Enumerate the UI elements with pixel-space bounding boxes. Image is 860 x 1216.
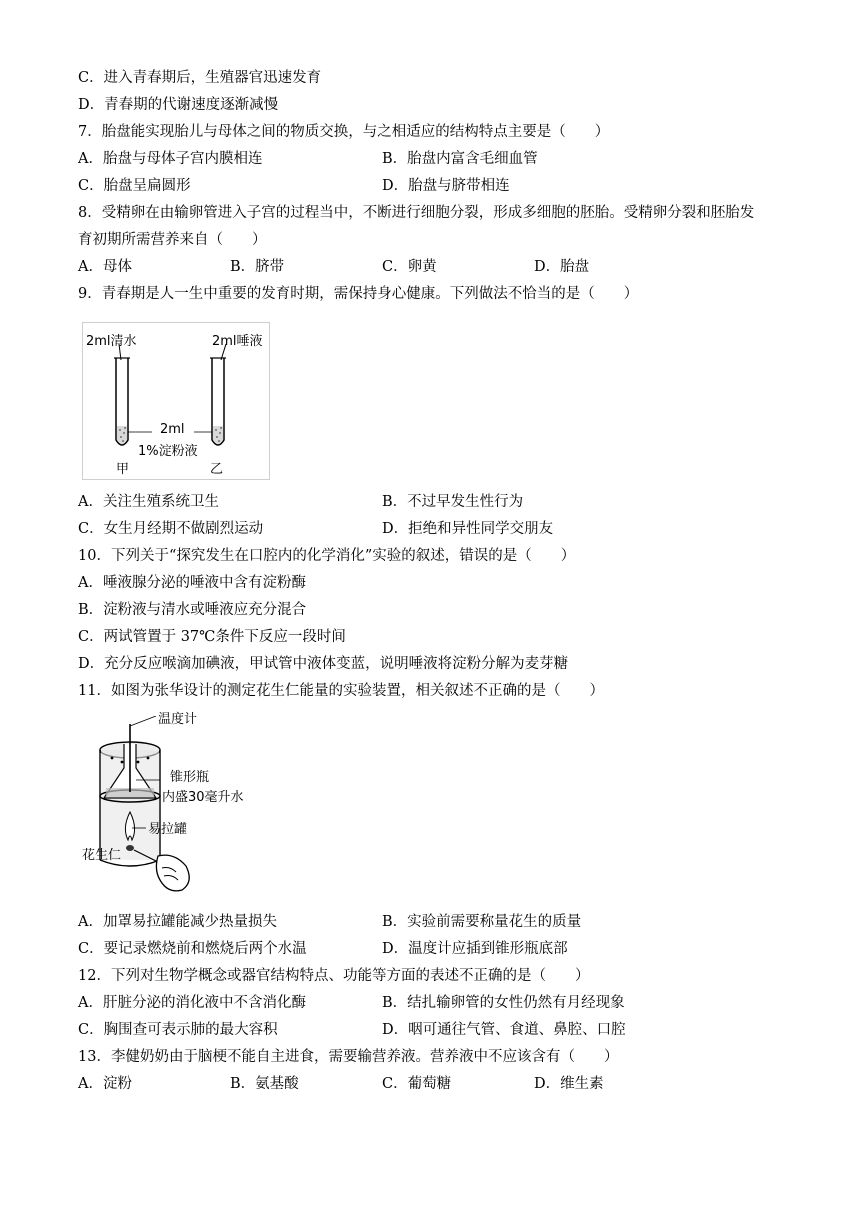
label-starch: 1%淀粉液: [138, 444, 198, 459]
q9-option-d: D．拒绝和异性同学交朋友: [382, 521, 554, 537]
q8-stem-line2: 育初期所需营养来自（ ）: [78, 232, 267, 248]
q8-option-c: C．卵黄: [382, 259, 437, 275]
q11-option-c: C．要记录燃烧前和燃烧后两个水温: [78, 941, 307, 957]
q7-option-d: D．胎盘与脐带相连: [382, 178, 510, 194]
q13-option-d: D．维生素: [534, 1076, 604, 1092]
label-2ml-water: 2ml清水: [86, 334, 137, 349]
q10-option-a: A．唾液腺分泌的唾液中含有淀粉酶: [78, 575, 306, 591]
q6-option-d: D．青春期的代谢速度逐渐减慢: [78, 97, 279, 113]
label-jia: 甲: [116, 462, 130, 477]
q8-stem-line1: 8．受精卵在由输卵管进入子宫的过程当中，不断进行细胞分裂，形成多细胞的胚胎。受精卵分裂和胚胎发: [78, 205, 755, 221]
calorimeter-diagram: [82, 716, 260, 900]
q9-stem: 9．青春期是人一生中重要的发育时期，需保持身心健康。下列做法不恰当的是（ ）: [78, 286, 639, 302]
q8-option-a: A．母体: [78, 259, 132, 275]
q10-option-d: D．充分反应喉滴加碘液，甲试管中液体变蓝，说明唾液将淀粉分解为麦芽糖: [78, 656, 569, 672]
label-yi: 乙: [210, 462, 224, 477]
q7-option-a: A．胎盘与母体子宫内膜相连: [78, 151, 263, 167]
label-flask: 锥形瓶: [170, 770, 210, 785]
label-thermometer: 温度计: [158, 712, 198, 727]
q13-option-b: B．氨基酸: [230, 1076, 299, 1092]
label-water: 内盛30毫升水: [162, 790, 244, 805]
q11-option-a: A．加罩易拉罐能减少热量损失: [78, 914, 277, 930]
q8-option-d: D．胎盘: [534, 259, 590, 275]
q10-option-c: C．两试管置于 37℃条件下反应一段时间: [78, 629, 346, 645]
q11-option-d: D．温度计应插到锥形瓶底部: [382, 941, 568, 957]
q11-option-b: B．实验前需要称量花生的质量: [382, 914, 582, 930]
q9-option-c: C．女生月经期不做剧烈运动: [78, 521, 264, 537]
label-2ml: 2ml: [160, 422, 185, 437]
q12-option-d: D．咽可通往气管、食道、鼻腔、口腔: [382, 1022, 626, 1038]
label-peanut: 花生仁: [82, 848, 122, 863]
q12-option-c: C．胸围查可表示肺的最大容积: [78, 1022, 278, 1038]
q12-stem: 12．下列对生物学概念或器官结构特点、功能等方面的表述不正确的是（ ）: [78, 968, 590, 984]
q12-option-a: A．肝脏分泌的消化液中不含消化酶: [78, 995, 306, 1011]
q13-option-a: A．淀粉: [78, 1076, 132, 1092]
q6-option-c: C．进入青春期后，生殖器官迅速发育: [78, 70, 322, 86]
q9-option-a: A．关注生殖系统卫生: [78, 494, 219, 510]
peanut-energy-figure: [82, 712, 260, 900]
q9-option-b: B．不过早发生性行为: [382, 494, 524, 510]
label-2ml-saliva: 2ml唾液: [212, 334, 263, 349]
q12-option-b: B．结扎输卵管的女性仍然有月经现象: [382, 995, 625, 1011]
label-can: 易拉罐: [148, 822, 188, 837]
q13-option-c: C．葡萄糖: [382, 1076, 452, 1092]
q10-option-b: B．淀粉液与清水或唾液应充分混合: [78, 602, 307, 618]
peanut-icon: [126, 845, 134, 851]
q8-option-b: B．脐带: [230, 259, 285, 275]
q11-stem: 11．如图为张华设计的测定花生仁能量的实验装置，相关叙述不正确的是（ ）: [78, 683, 604, 699]
q13-stem: 13．李健奶奶由于脑梗不能自主进食，需要输营养液。营养液中不应该含有（ ）: [78, 1049, 619, 1065]
q10-stem: 10．下列关于“探究发生在口腔内的化学消化”实验的叙述，错误的是（ ）: [78, 548, 576, 564]
q7-option-c: C．胎盘呈扁圆形: [78, 178, 191, 194]
test-tube-figure: [82, 322, 270, 480]
hand-icon: [156, 855, 189, 891]
q7-option-b: B．胎盘内富含毛细血管: [382, 151, 538, 167]
q7-stem: 7．胎盘能实现胎儿与母体之间的物质交换，与之相适应的结构特点主要是（ ）: [78, 124, 610, 140]
